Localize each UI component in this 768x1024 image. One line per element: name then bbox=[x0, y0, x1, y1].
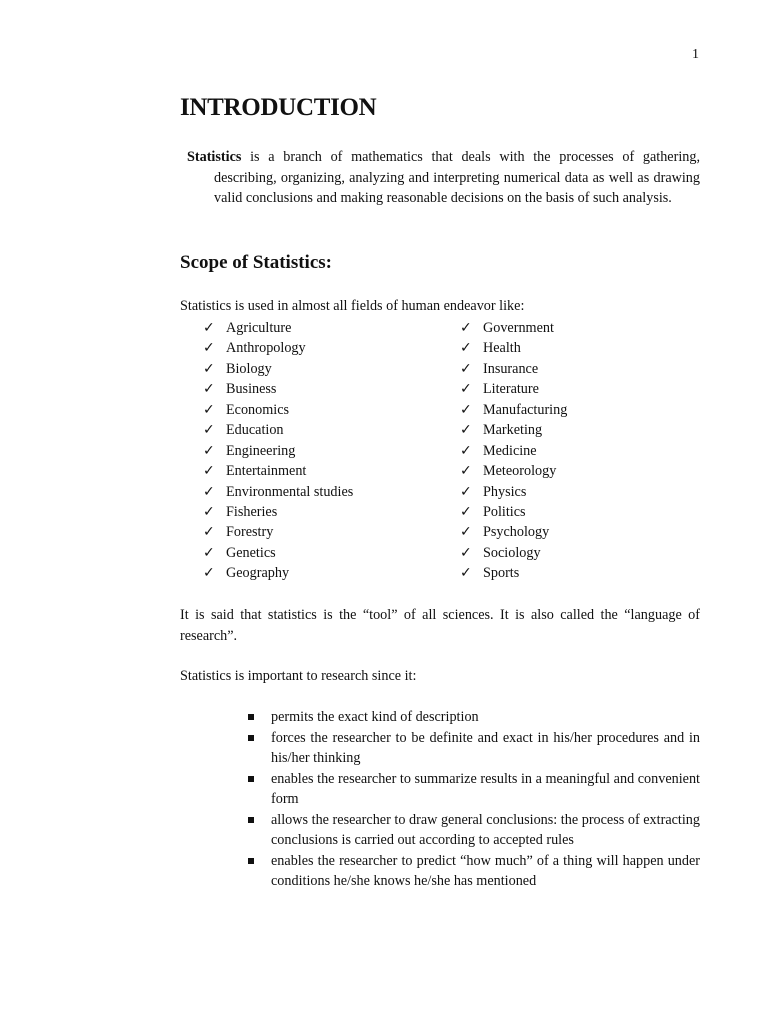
checkmark-icon: ✓ bbox=[460, 360, 472, 377]
checkmark-icon: ✓ bbox=[203, 442, 215, 459]
field-item bbox=[203, 482, 353, 502]
field-item bbox=[203, 441, 353, 461]
checkmark-icon: ✓ bbox=[460, 442, 472, 459]
tool-paragraph: It is said that statistics is the “tool” of all sciences. It is also called the “language of research”. bbox=[180, 607, 700, 644]
field-label: Sociology bbox=[483, 544, 541, 561]
checkmark-icon: ✓ bbox=[203, 503, 215, 520]
field-item bbox=[460, 400, 567, 420]
field-item bbox=[460, 359, 567, 379]
square-bullet-icon bbox=[248, 776, 254, 782]
checkmark-icon: ✓ bbox=[460, 524, 472, 541]
field-item bbox=[203, 522, 353, 542]
field-label: Health bbox=[483, 340, 521, 357]
fields-list-left bbox=[203, 318, 353, 584]
statistics-definition bbox=[180, 147, 700, 209]
checkmark-icon: ✓ bbox=[203, 320, 215, 336]
reason-text: enables the researcher to summarize results in a meaningful and convenient form bbox=[271, 770, 700, 807]
list-item bbox=[248, 810, 700, 851]
field-item bbox=[203, 563, 353, 583]
field-label: Fisheries bbox=[226, 503, 278, 520]
field-item bbox=[203, 461, 353, 481]
field-label: Agriculture bbox=[226, 320, 292, 336]
field-item bbox=[460, 522, 567, 542]
square-bullet-icon bbox=[248, 858, 254, 864]
definition-text: is a branch of mathematics that deals with the processes of gathering, describing, organizing, analyzing and interpreting numerical data as well as drawing valid conclusions and making reasonable decisions on the basis of such analysis. bbox=[214, 149, 700, 206]
field-label: Manufacturing bbox=[483, 401, 568, 418]
checkmark-icon: ✓ bbox=[460, 483, 472, 500]
field-label: Medicine bbox=[483, 442, 537, 459]
checkmark-icon: ✓ bbox=[203, 422, 215, 439]
field-label: Marketing bbox=[483, 422, 543, 439]
field-item bbox=[460, 482, 567, 502]
checkmark-icon: ✓ bbox=[203, 565, 215, 582]
checkmark-icon: ✓ bbox=[203, 340, 215, 357]
field-item bbox=[203, 400, 353, 420]
field-label: Meteorology bbox=[483, 463, 557, 480]
page-title: INTRODUCTION bbox=[180, 94, 377, 121]
checkmark-icon: ✓ bbox=[203, 544, 215, 561]
field-item bbox=[460, 379, 567, 399]
field-item bbox=[203, 318, 353, 338]
field-item bbox=[203, 379, 353, 399]
square-bullet-icon bbox=[248, 735, 254, 741]
checkmark-icon: ✓ bbox=[460, 463, 472, 480]
field-label: Psychology bbox=[483, 524, 550, 541]
reasons-list bbox=[248, 707, 700, 892]
square-bullet-icon bbox=[248, 817, 254, 823]
reason-text: forces the researcher to be definite and exact in his/her procedures and in his/her thinking bbox=[271, 729, 700, 766]
list-item bbox=[248, 707, 700, 728]
page-number: 1 bbox=[692, 47, 699, 62]
field-label: Politics bbox=[483, 503, 526, 520]
field-label: Environmental studies bbox=[226, 483, 354, 500]
checkmark-icon: ✓ bbox=[460, 422, 472, 439]
field-label: Genetics bbox=[226, 544, 276, 561]
checkmark-icon: ✓ bbox=[460, 565, 472, 582]
square-bullet-icon bbox=[248, 714, 254, 720]
checkmark-icon: ✓ bbox=[460, 340, 472, 357]
checkmark-icon: ✓ bbox=[203, 401, 215, 418]
field-label: Education bbox=[226, 422, 284, 439]
checkmark-icon: ✓ bbox=[203, 463, 215, 480]
field-item bbox=[203, 420, 353, 440]
checkmark-icon: ✓ bbox=[460, 544, 472, 561]
field-label: Biology bbox=[226, 360, 272, 377]
checkmark-icon: ✓ bbox=[203, 381, 215, 398]
reason-text: permits the exact kind of description bbox=[271, 709, 479, 725]
field-item bbox=[203, 359, 353, 379]
field-item bbox=[203, 338, 353, 358]
reason-text: allows the researcher to draw general conclusions: the process of extracting conclusions is carried out according to accepted rules bbox=[271, 811, 700, 848]
field-label: Physics bbox=[483, 483, 527, 500]
field-label: Government bbox=[483, 320, 554, 336]
field-item bbox=[460, 338, 567, 358]
checkmark-icon: ✓ bbox=[203, 524, 215, 541]
checkmark-icon: ✓ bbox=[460, 381, 472, 398]
field-label: Sports bbox=[483, 565, 520, 582]
field-label: Entertainment bbox=[226, 463, 307, 480]
list-item bbox=[248, 728, 700, 769]
field-label: Forestry bbox=[226, 524, 274, 541]
scope-heading: Scope of Statistics: bbox=[180, 252, 332, 273]
definition-term: Statistics bbox=[187, 149, 242, 165]
field-item bbox=[203, 502, 353, 522]
checkmark-icon: ✓ bbox=[460, 320, 472, 336]
importance-intro: Statistics is important to research since it: bbox=[180, 668, 417, 684]
field-item bbox=[460, 420, 567, 440]
field-item bbox=[460, 563, 567, 583]
field-label: Business bbox=[226, 381, 277, 398]
field-label: Literature bbox=[483, 381, 539, 398]
field-item bbox=[460, 441, 567, 461]
field-item bbox=[460, 543, 567, 563]
field-label: Geography bbox=[226, 565, 290, 582]
checkmark-icon: ✓ bbox=[460, 503, 472, 520]
list-item bbox=[248, 851, 700, 892]
fields-intro: Statistics is used in almost all fields of human endeavor like: bbox=[180, 298, 525, 314]
list-item bbox=[248, 769, 700, 810]
field-item bbox=[460, 461, 567, 481]
field-item bbox=[460, 502, 567, 522]
reason-text: enables the researcher to predict “how much” of a thing will happen under conditions he/she knows he/she has mentioned bbox=[271, 852, 700, 889]
field-label: Anthropology bbox=[226, 340, 306, 357]
checkmark-icon: ✓ bbox=[460, 401, 472, 418]
field-label: Insurance bbox=[483, 360, 539, 377]
checkmark-icon: ✓ bbox=[203, 483, 215, 500]
fields-list-right bbox=[460, 318, 567, 584]
field-item bbox=[203, 543, 353, 563]
field-item bbox=[460, 318, 567, 338]
checkmark-icon: ✓ bbox=[203, 360, 215, 377]
field-label: Economics bbox=[226, 401, 290, 418]
field-label: Engineering bbox=[226, 442, 296, 459]
